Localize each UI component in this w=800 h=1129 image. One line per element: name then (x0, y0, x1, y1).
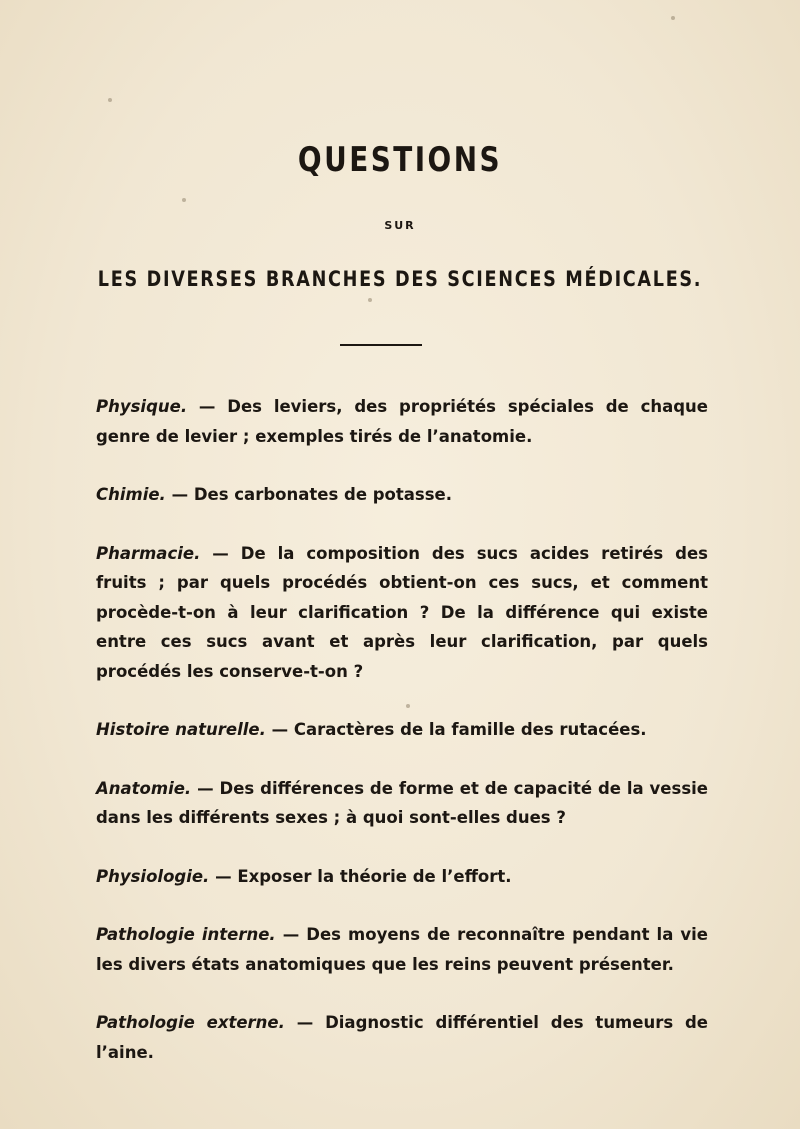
question-pharmacie (96, 539, 708, 687)
question-pathologie-externe (96, 1008, 708, 1067)
question-text: Des carbonates de potasse. (193, 485, 453, 504)
question-text: Caractères de la famille des rutacées. (293, 720, 647, 739)
paper-speck (182, 198, 186, 202)
question-subject: Pharmacie. (96, 543, 201, 563)
paper-speck (671, 16, 675, 20)
question-subject: Physique. (96, 397, 188, 416)
question-text: Exposer la théorie de l’effort. (237, 866, 512, 886)
questions-list (96, 392, 708, 1096)
question-subject: Histoire naturelle. (96, 720, 266, 739)
question-text: Des différences de forme et de capacité de la vessie dans les différents sexes ; à quoi sont-elles dues ? (96, 778, 708, 827)
question-physique (96, 392, 708, 451)
paper-speck (368, 298, 372, 302)
page-subtitle: LES DIVERSES BRANCHES DES SCIENCES MÉDICALES. (97, 267, 703, 291)
page-title: QUESTIONS (297, 140, 503, 180)
question-dash: — (191, 778, 220, 798)
question-physiologie (96, 862, 708, 892)
question-dash: — (275, 925, 307, 944)
question-dash: — (165, 485, 194, 504)
question-chimie (96, 480, 708, 510)
question-subject: Pathologie externe. (96, 1013, 285, 1032)
question-subject: Pathologie interne. (96, 925, 276, 944)
question-pathologie-interne (96, 920, 708, 979)
question-dash: — (265, 720, 294, 739)
question-text: Diagnostic différentiel des tumeurs de l’aine. (96, 1013, 708, 1062)
question-dash: — (284, 1013, 326, 1032)
question-subject: Physiologie. (96, 866, 210, 886)
divider-rule (340, 344, 422, 346)
question-dash: — (209, 866, 238, 886)
question-dash: — (187, 397, 228, 416)
question-text: De la composition des sucs acides retirés des fruits ; par quels procédés obtient-on ces sucs, et comment procède-t-on à leur clarification ? De la différence qui existe entre ces sucs avant et après leur clarification, par quels procédés les conserve-t-on ? (96, 543, 708, 681)
question-anatomie (96, 774, 708, 833)
question-histoire-naturelle (96, 715, 708, 745)
paper-speck (108, 98, 112, 102)
question-subject: Anatomie. (96, 778, 192, 798)
question-text: Des leviers, des propriétés spéciales de chaque genre de levier ; exemples tirés de l’anatomie. (96, 397, 708, 446)
question-subject: Chimie. (96, 485, 166, 504)
connector-word: SUR (384, 219, 416, 232)
question-text: Des moyens de reconnaître pendant la vie les divers états anatomiques que les reins peuvent présenter. (96, 925, 708, 974)
question-dash: — (200, 543, 241, 563)
